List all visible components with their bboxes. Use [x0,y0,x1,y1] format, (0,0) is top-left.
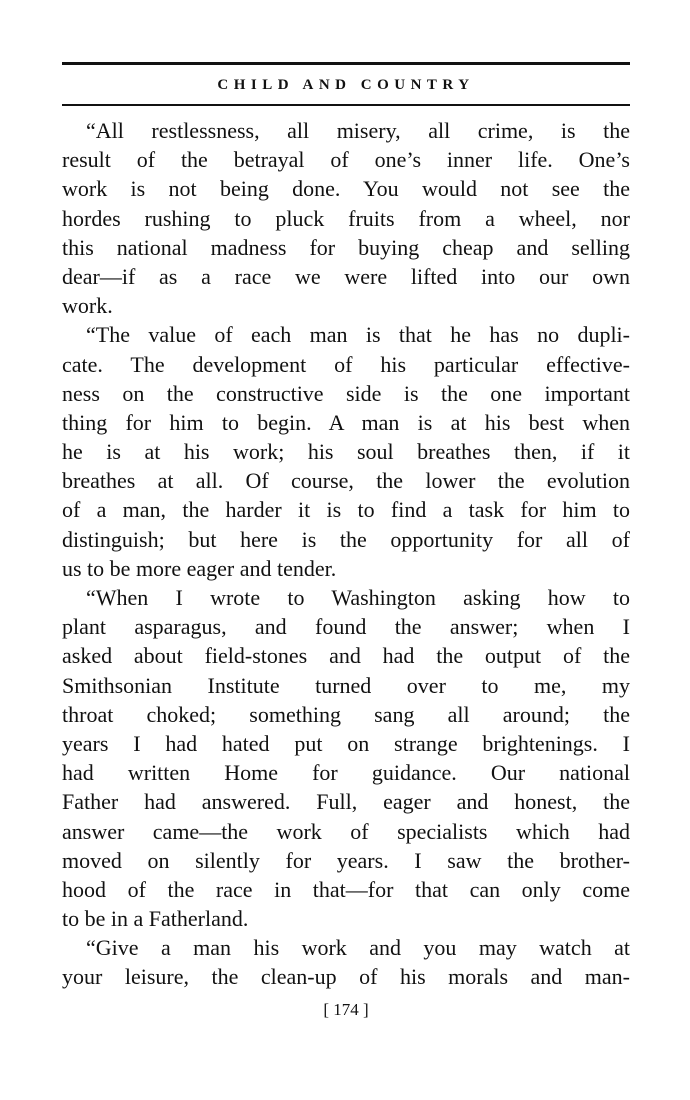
text-line: cate. The development of his particular effective- [62,351,630,377]
header-rule [62,104,630,106]
running-head: CHILD AND COUNTRY [217,77,475,93]
text-line: hood of the race in that—for that can only come [62,876,630,902]
text-line: ness on the constructive side is the one important [62,380,630,406]
text-line: plant asparagus, and found the answer; when I [62,614,630,640]
text-line: breathes at all. Of course, the lower the evolution [62,468,630,494]
text-line: had written Home for guidance. Our national [62,760,630,786]
text-line: “All restlessness, all misery, all crime, is the [86,118,630,143]
text-line: dear—if as a race we were lifted into our own [62,263,630,289]
text-line: he is at his work; his soul breathes then, if it [62,439,630,465]
text-line: distinguish; but here is the opportunity for all of [62,526,630,552]
text-line: work. [62,293,113,319]
text-line: “The value of each man is that he has no dupli- [86,322,630,348]
text-line: Smithsonian Institute turned over to me, my [62,672,630,698]
text-line: thing for him to begin. A man is at his best when [62,409,630,435]
text-line: hordes rushing to pluck fruits from a wheel, nor [62,205,630,231]
text-line: work is not being done. You would not see the [62,176,630,202]
body-text [62,116,630,992]
text-line: throat choked; something sang all around; the [62,701,630,727]
text-line: this national madness for buying cheap and selling [62,234,630,260]
text-line: us to be more eager and tender. [62,555,337,581]
text-line: “When I wrote to Washington asking how to [86,585,630,610]
text-line: to be in a Fatherland. [62,906,249,932]
text-line: asked about field-stones and had the output of the [62,643,630,669]
text-line: Father had answered. Full, eager and honest, the [62,789,630,815]
text-line: years I had hated put on strange brightenings. I [62,730,630,756]
text-line: answer came—the work of specialists which had [62,818,630,844]
text-line: result of the betrayal of one’s inner life. One’s [62,147,630,173]
page-number: [ 174 ] [323,1000,369,1019]
text-line: moved on silently for years. I saw the brother- [62,847,630,873]
text-line: “Give a man his work and you may watch at [86,935,630,961]
top-rule [62,62,630,65]
text-line: of a man, the harder it is to find a task for him to [62,497,630,523]
text-line: your leisure, the clean-up of his morals and man- [62,964,630,990]
